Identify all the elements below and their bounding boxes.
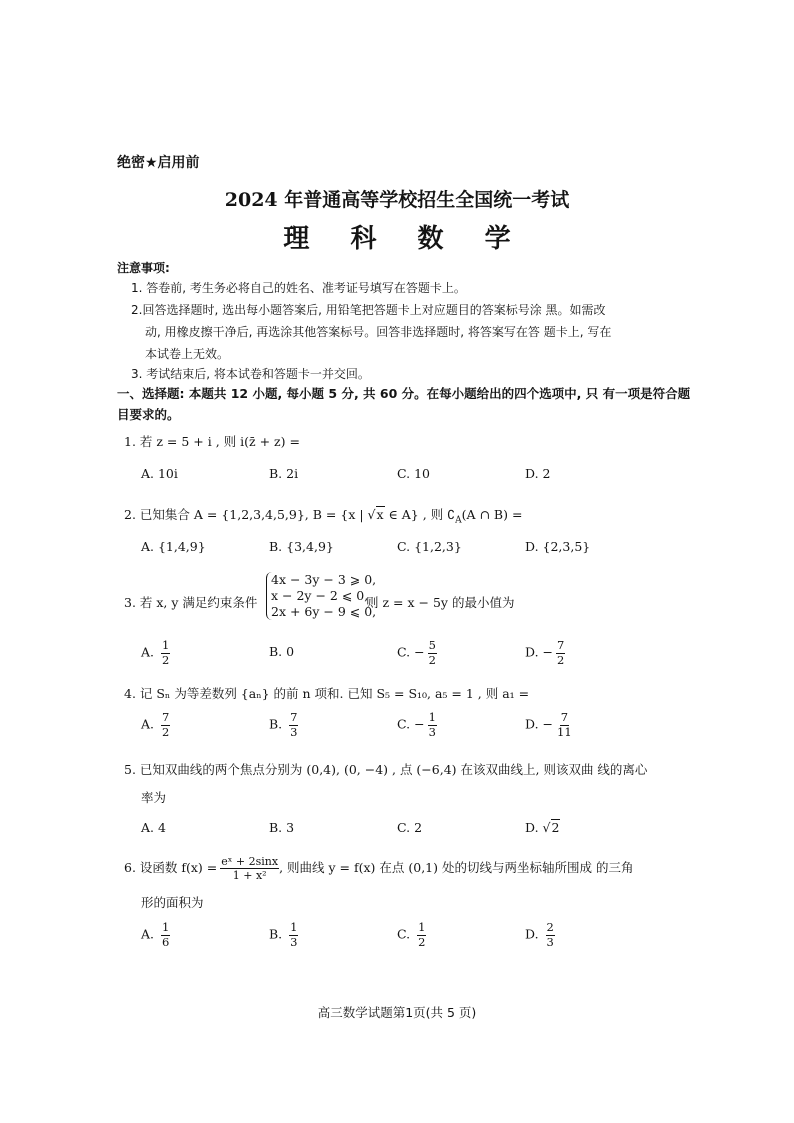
q2-stem-part-c: (A ∩ B) = xyxy=(461,507,523,522)
q2-stem-part-b: ∈ A} , 则 ∁ xyxy=(384,507,456,522)
q6-option-b: B. $\frac{1}{3}$ xyxy=(269,920,298,949)
q4-option-a: A. $\frac{7}{2}$ xyxy=(141,710,170,739)
question-3-stem-b: 则 z = x − 5y 的最小值为 xyxy=(366,595,515,610)
q2-complement-subscript: A xyxy=(455,515,462,526)
q3-option-d: D. − $\frac{7}{2}$ xyxy=(525,638,565,667)
q1-option-a: A. 10i xyxy=(141,466,178,481)
question-5-stem-cont: 率为 xyxy=(141,790,167,805)
q2-option-a: A. {1,4,9} xyxy=(141,539,206,554)
q2-stem-part-a: 2. 已知集合 A = {1,2,3,4,5,9}, B = {x | xyxy=(124,507,368,522)
q2-option-b: B. {3,4,9} xyxy=(269,539,334,554)
q1-option-d: D. 2 xyxy=(525,466,551,481)
question-4-stem: 4. 记 Sₙ 为等差数列 {aₙ} 的前 n 项和. 已知 S₅ = S₁₀, a₅ = 1 , 则 a₁ = xyxy=(124,686,530,701)
constraint-3: 2x + 6y − 9 ⩽ 0, xyxy=(271,604,377,619)
question-1-stem: 1. 若 z = 5 + i , 则 i(z̄ + z) = xyxy=(124,434,300,449)
constraint-2: x − 2y − 2 ⩽ 0, xyxy=(271,588,369,603)
exam-title: 2024 年普通高等学校招生全国统一考试 xyxy=(224,189,570,211)
q4-option-d: D. − $\frac{7}{11}$ xyxy=(525,710,572,739)
q6-option-a: A. $\frac{1}{6}$ xyxy=(141,920,170,949)
q2-sqrt-arg: x xyxy=(376,507,384,522)
q3-option-c: C. − $\frac{5}{2}$ xyxy=(397,638,436,667)
note-2-cont: 动, 用橡皮擦干净后, 再选涂其他答案标号。回答非选择题时, 将答案写在答 题卡上, 写在 xyxy=(145,325,612,339)
q6-option-d: D. $\frac{2}{3}$ xyxy=(525,920,554,949)
constraint-1: 4x − 3y − 3 ⩾ 0, xyxy=(271,572,377,587)
confidential-label: 绝密★启用前 xyxy=(117,155,200,171)
q4-option-c: C. − $\frac{1}{3}$ xyxy=(397,710,436,739)
q3-option-a: A. $\frac{1}{2}$ xyxy=(141,638,170,667)
question-6-stem-cont: 形的面积为 xyxy=(141,895,204,910)
note-2: 2.回答选择题时, 选出每小题答案后, 用铅笔把答题卡上对应题目的答案标号涂 黑。如需改 xyxy=(131,303,606,317)
constraint-brace xyxy=(266,572,376,620)
q1-option-c: C. 10 xyxy=(397,466,430,481)
q3-option-b: B. 0 xyxy=(269,644,295,659)
q2-option-c: C. {1,2,3} xyxy=(397,539,462,554)
question-2-stem xyxy=(124,505,522,526)
q5-option-b: B. 3 xyxy=(269,820,295,835)
constraint-system xyxy=(266,572,376,620)
page-footer: 高三数学试题第1页(共 5 页) xyxy=(317,1005,477,1020)
q5-option-d: D. √2 xyxy=(525,820,560,835)
notes-heading: 注意事项: xyxy=(117,261,170,275)
q1-option-b: B. 2i xyxy=(269,466,299,481)
subject-title: 理 科 数 学 xyxy=(283,224,527,254)
question-3-stem-a: 3. 若 x, y 满足约束条件 xyxy=(124,595,258,610)
q6-option-c: C. $\frac{1}{2}$ xyxy=(397,920,426,949)
q2-option-d: D. {2,3,5} xyxy=(525,539,591,554)
q5-option-a: A. 4 xyxy=(141,820,166,835)
question-5-stem: 5. 已知双曲线的两个焦点分别为 (0,4), (0, −4) , 点 (−6,4) 在该双曲线上, 则该双曲 线的离心 xyxy=(124,762,648,777)
q4-option-b: B. $\frac{7}{3}$ xyxy=(269,710,298,739)
section-heading: 一、选择题: 本题共 12 小题, 每小题 5 分, 共 60 分。在每小题给出的四个选项中, 只 有一项是符合题目要求的。 xyxy=(117,386,691,422)
q5-option-c: C. 2 xyxy=(397,820,423,835)
note-3: 3. 考试结束后, 将本试卷和答题卡一并交回。 xyxy=(131,367,370,381)
note-1: 1. 答卷前, 考生务必将自己的姓名、准考证号填写在答题卡上。 xyxy=(131,281,466,295)
question-6-stem: 6. 设函数 f(x) = $\frac{\text{eˣ + 2sinx}}{\text{1 + x²}}$ , 则曲线 y = f(x) 在点 (0,1) 处的切线与两坐标轴所围成 的三角 xyxy=(124,855,634,882)
radical-sign: √ xyxy=(367,507,376,522)
note-2-end: 本试卷上无效。 xyxy=(145,347,230,361)
